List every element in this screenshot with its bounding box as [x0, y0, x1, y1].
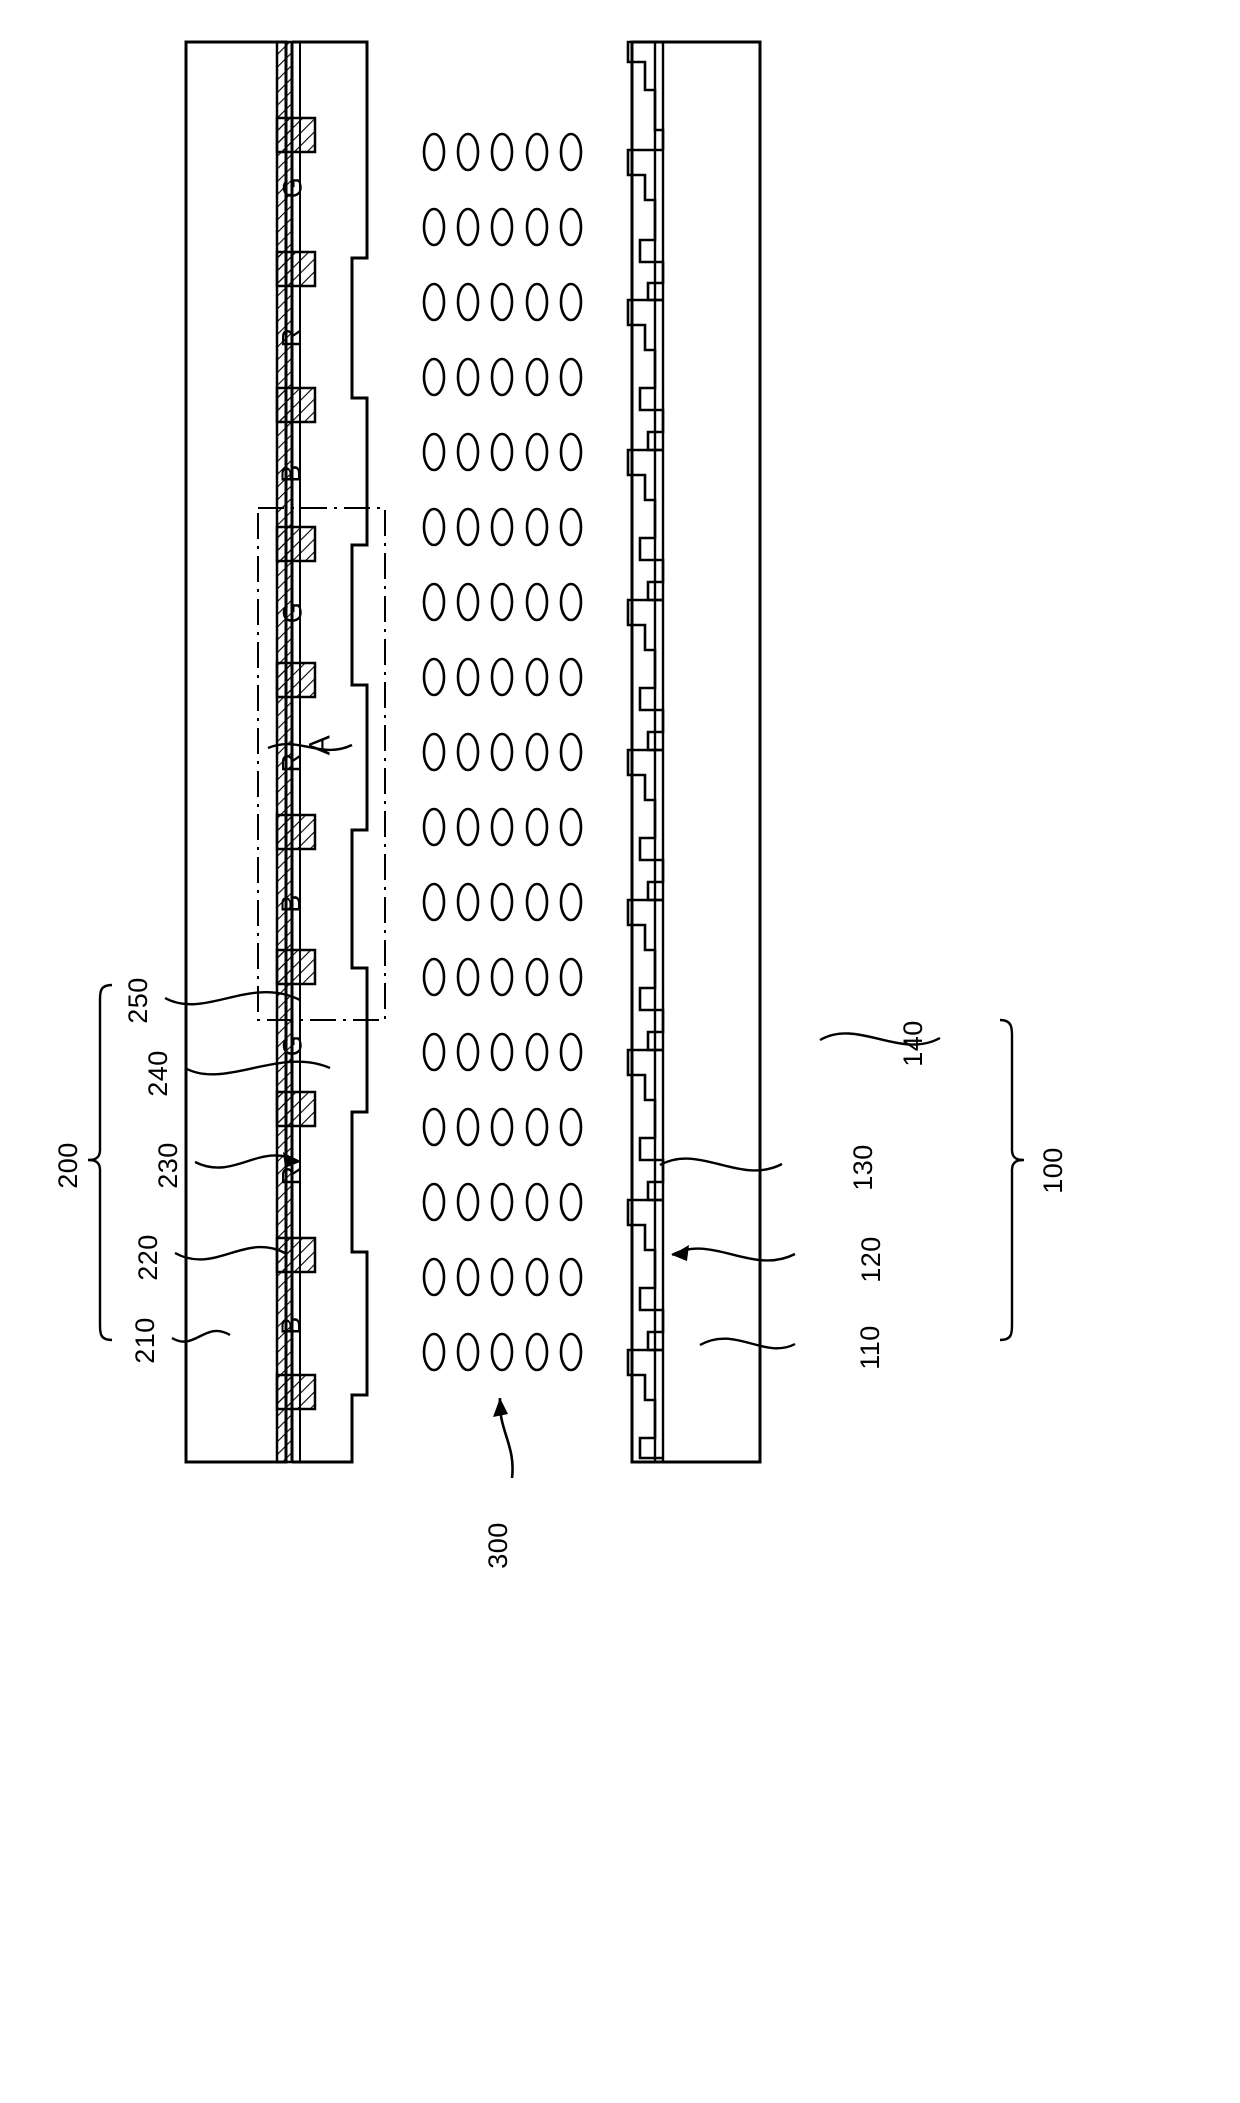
color-filter-letter-r2: R [276, 752, 307, 773]
leader-300 [493, 1398, 513, 1478]
liquid-crystal-layer [424, 134, 581, 1370]
ref-240: 240 [142, 1050, 173, 1097]
ref-130: 130 [847, 1144, 878, 1191]
ref-250: 250 [122, 977, 153, 1024]
ref-110: 110 [854, 1325, 885, 1370]
ref-230: 230 [152, 1142, 183, 1189]
color-filter-letter-r1: R [276, 327, 307, 348]
region-marker-a: A [303, 734, 337, 756]
ref-120: 120 [855, 1236, 886, 1283]
ref-300: 300 [482, 1522, 513, 1569]
color-filter-letter-g2: G [277, 601, 308, 624]
color-filter-letter-r3: R [276, 1165, 307, 1186]
color-filter-letter-g3: G [277, 1034, 308, 1057]
ref-220: 220 [132, 1234, 163, 1281]
ref-140: 140 [897, 1020, 928, 1067]
color-filter-letter-b2: B [275, 894, 306, 913]
ref-200: 200 [52, 1142, 83, 1189]
ref-210: 210 [129, 1317, 160, 1364]
color-filter-letter-b1: B [275, 464, 306, 483]
color-filter-letter-g1: G [277, 176, 308, 199]
color-filter-letter-b3: B [275, 1316, 306, 1335]
ref-100: 100 [1037, 1147, 1068, 1194]
